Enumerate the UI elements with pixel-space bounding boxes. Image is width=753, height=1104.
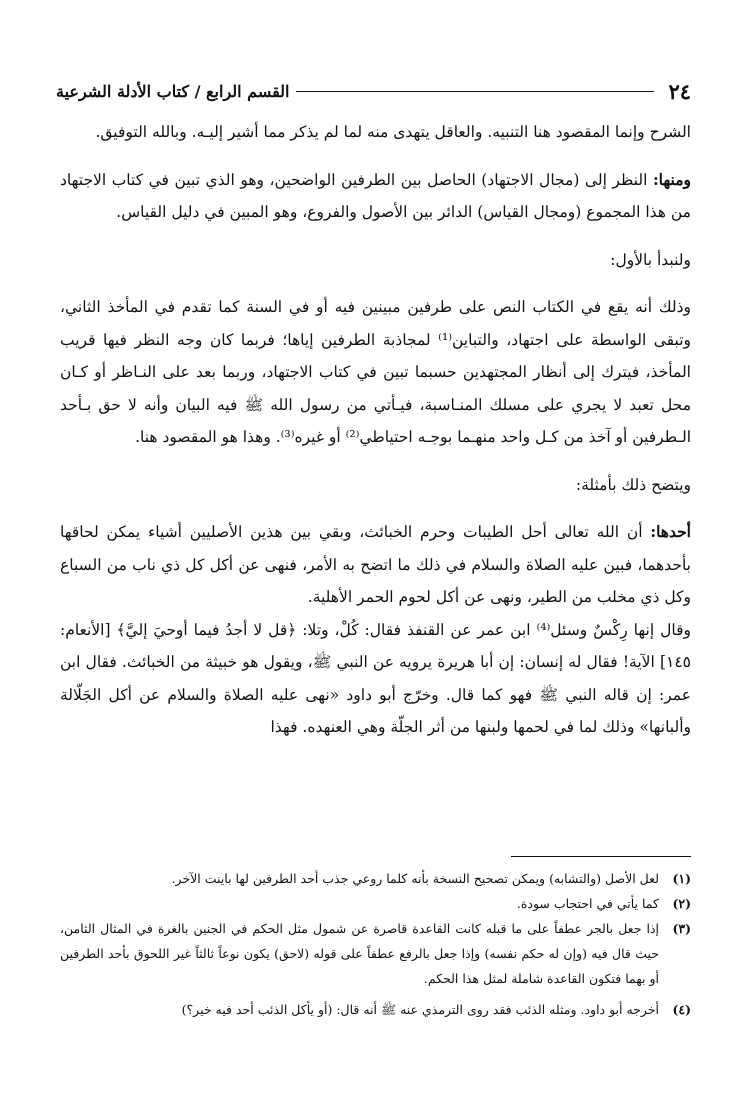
header-rule [296, 91, 655, 92]
paragraph [60, 516, 691, 614]
page-number: ٢٤ [668, 78, 691, 104]
paragraph-text: أن الله تعالى أحل الطيبات وحرم الخبائث، وبقي بين هذين الأصليين أشياء يمكن لحاقها بأحدهما، فبين عليه الصلاة والسلام في ذلك ما اتضح به الأمر، فنهى عن أكل كل ذي ناب من السباع وكل ذي مخلب من الطير، ونهى عن أكل لحوم الحمر الأهلية. [60, 523, 691, 606]
footnote-separator [511, 856, 691, 857]
paragraph: الشرح وإنما المقصود هنا التنبيه. والعاقل يتهدى منه لما لم يذكر مما أشير إليـه. وبالله التوفيق. [95, 123, 691, 141]
footnote [60, 997, 691, 1022]
footnote-number: (١) [672, 871, 691, 886]
paragraph-lead: أحدها: [650, 522, 691, 541]
footnote-text: أخرجه أبو داود. ومثله الذئب فقد روى الترمذي عنه ﷺ أنه قال: (أو يأكل الذئب أحد فيه خير؟) [181, 1002, 659, 1017]
footnote-number: (٣) [672, 921, 691, 936]
footnote-number: (٤) [672, 1002, 691, 1017]
running-title: القسم الرابع / كتاب الأدلة الشرعية [56, 81, 290, 101]
footnote [60, 916, 691, 991]
footnote-text: إذا جعل بالجر عطفاً على ما قبله كانت القاعدة قاصرة عن شمول مثل الحكم في الجنين بالغرة في المثال الثامن، حيث قال فيه (وإن له حكم نفسه) وإذا جعل بالرفع عطفاً على قوله (لاحق) يكون نوعاً ثالثاً غير اللحوق بأحد الطرفين أو بهما فتكون القاعدة شاملة لمثل هذا الحكم. [60, 921, 659, 986]
page-header [56, 76, 691, 106]
footnote-number: (٢) [672, 896, 691, 911]
paragraph: وقال إنها رِكْسٌ وسئل⁽⁴⁾ ابن عمر عن القنفذ فقال: كُلْ، وتلا: ﴿قل لا أجدُ فيما أوحيَ إليَّ﴾ [الأنعام: ١٤٥] الآية! فقال له إنسان: إن أبا هريرة يرويه عن النبي ﷺ، ويقول هو خبيثة من الخبائث. فقال ابن عمر: إن قاله النبي ﷺ فهو كما قال. وخرّج أبو داود «نهى عليه الصلاة والسلام عن أكل الجَلّالة وألبانها» وذلك لما في لحمها ولبنها من أثر الجلّة وهي العنهده. فهذا [60, 620, 691, 736]
paragraph: وذلك أنه يقع في الكتاب النص على طرفين مبينين فيه أو في السنة كما تقدم في المأخذ الثاني، وتبقى الواسطة على اجتهاد، والتباين⁽¹⁾ لمجاذبة الطرفين إياها؛ فربما كان وجه النظر فيها قريب المأخذ، فيترك إلى أنظار المجتهدين حسبما تبين في كتاب الاجتهاد، وربما بعد على النـاظر أو كـان محل تعبد لا يجري على مسلك المنـاسبة، فيـأتي من رسول الله ﷺ فيه البيان وأنه لا حق بـأحد الـطرفين أو آخذ من كـل واحد منهـما بوجـه احتياطي⁽²⁾ أو غيره⁽³⁾. وهذا هو المقصود هنا. [60, 298, 692, 446]
footnote-text: لعل الأصل (والتشابه) ويمكن تصحيح النسخة بأنه كلما روعي جذب أحد الطرفين لها باينت الآخر. [171, 871, 659, 886]
paragraph: ويتضح ذلك بأمثلة: [575, 475, 691, 494]
footnote-text: كما يأتي في احتجاب سودة. [516, 896, 659, 911]
footnotes [60, 866, 691, 1022]
footnote [60, 866, 691, 891]
paragraph-text: النظر إلى (مجال الاجتهاد) الحاصل بين الطرفين الواضحين، وهو الذي تبين في كتاب الاجتهاد من هذا المجموع (ومجال القياس) الدائر بين الأصول والفروع، وهو المبين في دليل القياس. [60, 170, 691, 221]
paragraph [60, 164, 691, 229]
paragraph: ولنبدأ بالأول: [610, 250, 691, 269]
footnote [60, 891, 691, 916]
main-text [60, 116, 691, 744]
paragraph-lead: ومنها: [652, 169, 691, 189]
